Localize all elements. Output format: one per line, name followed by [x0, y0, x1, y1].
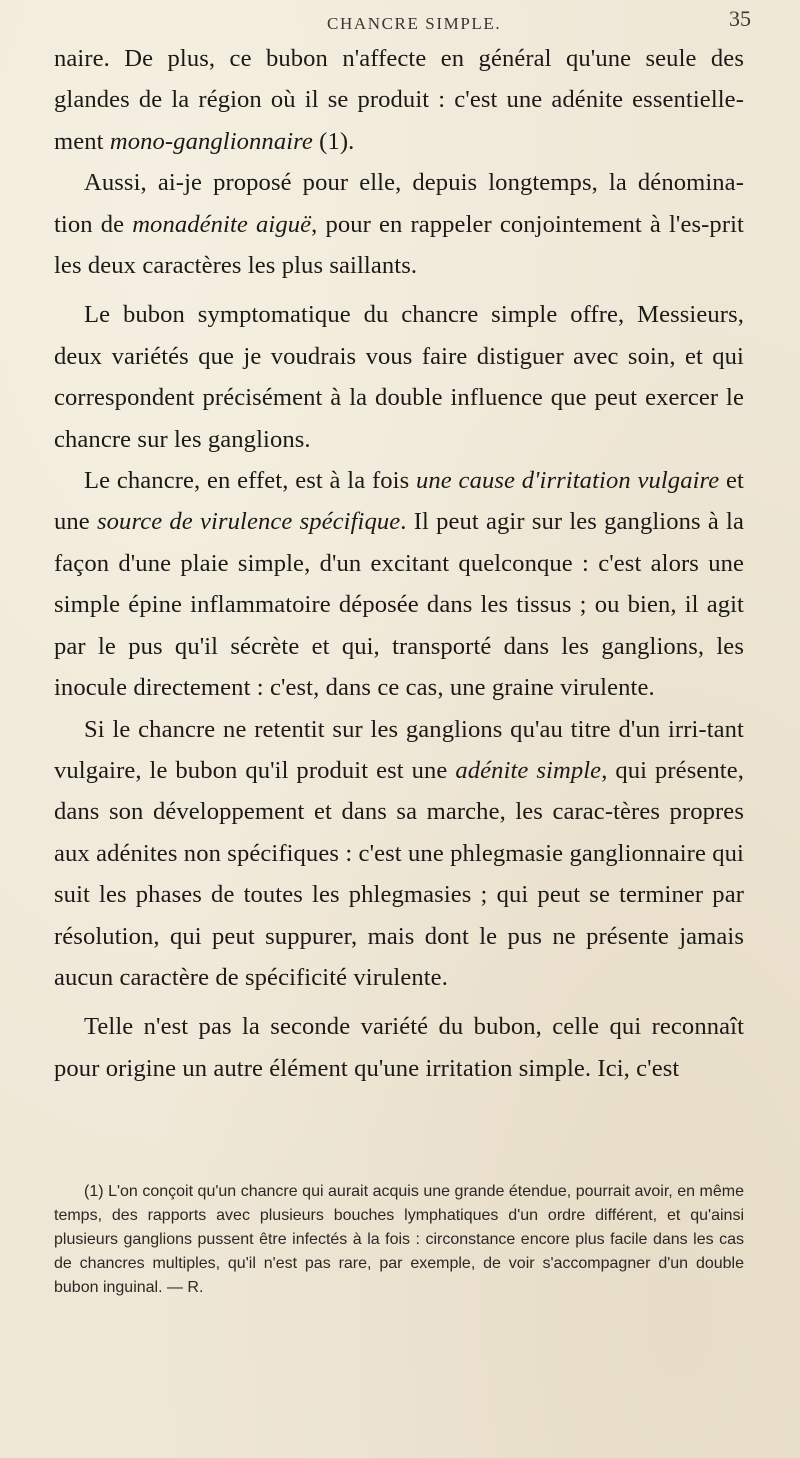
footnote: (1) L'on conçoit qu'un chancre qui aurait acquis une grande étendue, pourrait avoir, en même temps, des rapports avec plusieurs bouches lymphatiques d'un ordre différent, et qu'ainsi plusieurs ganglions pussent être infectés à la fois : circonstance encore plus facile dans les cas de chancres multiples, qu'il n'est pas rare, par exemple, de voir s'accompagner d'un double bubon inguinal. — R. [54, 1183, 744, 1296]
italic-text: une cause d'irritation vulgaire [416, 467, 720, 495]
text-run: , pour en rappeler conjointement à l'es-prit les deux caractères les plus saillants. [54, 210, 744, 280]
text-run: Aussi, ai-je proposé pour elle, depuis longtemps, la dénomina-tion de [54, 169, 744, 238]
running-title: CHANCRE SIMPLE. [327, 14, 502, 33]
main-text [54, 38, 744, 1089]
italic-text: source de virulence spécifique [96, 508, 401, 536]
paragraph [54, 1006, 744, 1089]
text-run: Le bubon symptomatique du chancre simple offre, Messieurs, deux variétés que je voudrais vous faire distiguer avec soin, et qui correspondent précisément à la double influence que peut exercer le chancre sur les ganglions. [54, 301, 744, 453]
italic-text: adénite simple [455, 756, 602, 784]
text-run: Si le chancre ne retentit sur les ganglions qu'au titre d'un irri-tant vulgaire, le bubon qu'il produit est une [54, 715, 744, 784]
paragraph [54, 162, 744, 286]
text-run: , qui présente, dans son développement et dans sa marche, les carac-tères propres aux adénites non spécifiques : c'est une phlegmasie ganglionnaire qui suit les phases de toutes les phlegmasies ; qui peut se terminer par résolution, qui peut suppurer, mais dont le pus ne présente jamais aucun caractère de spécificité virulente. [54, 756, 744, 991]
text-run: naire. De plus, ce bubon n'affecte en général qu'une seule des glandes de la région où il se produit : c'est une adénite essentielle-ment [54, 45, 744, 155]
paragraph [54, 38, 744, 162]
paragraph [54, 709, 744, 999]
text-run: . Il peut agir sur les ganglions à la façon d'une plaie simple, d'un excitant quelconque : c'est alors une simple épine inflammatoire déposée dans les tissus ; ou bien, il agit par le pus qu'il sécrète et qui, transporté dans les ganglions, les inocule directement : c'est, dans ce cas, une graine virulente. [54, 508, 744, 702]
text-run: Le chancre, en effet, est à la fois [84, 467, 417, 495]
italic-text: mono-ganglionnaire [109, 127, 313, 155]
paragraph [54, 460, 744, 708]
page-number: 35 [729, 6, 751, 31]
paragraph [54, 294, 744, 460]
running-header [0, 4, 800, 36]
italic-text: monadénite aiguë [132, 210, 312, 238]
text-run: Telle n'est pas la seconde variété du bubon, celle qui reconnaît pour origine un autre élément qu'une irritation simple. Ici, c'est [54, 1013, 744, 1082]
text-run: (1). [312, 127, 355, 155]
text-run: et une [54, 467, 744, 536]
